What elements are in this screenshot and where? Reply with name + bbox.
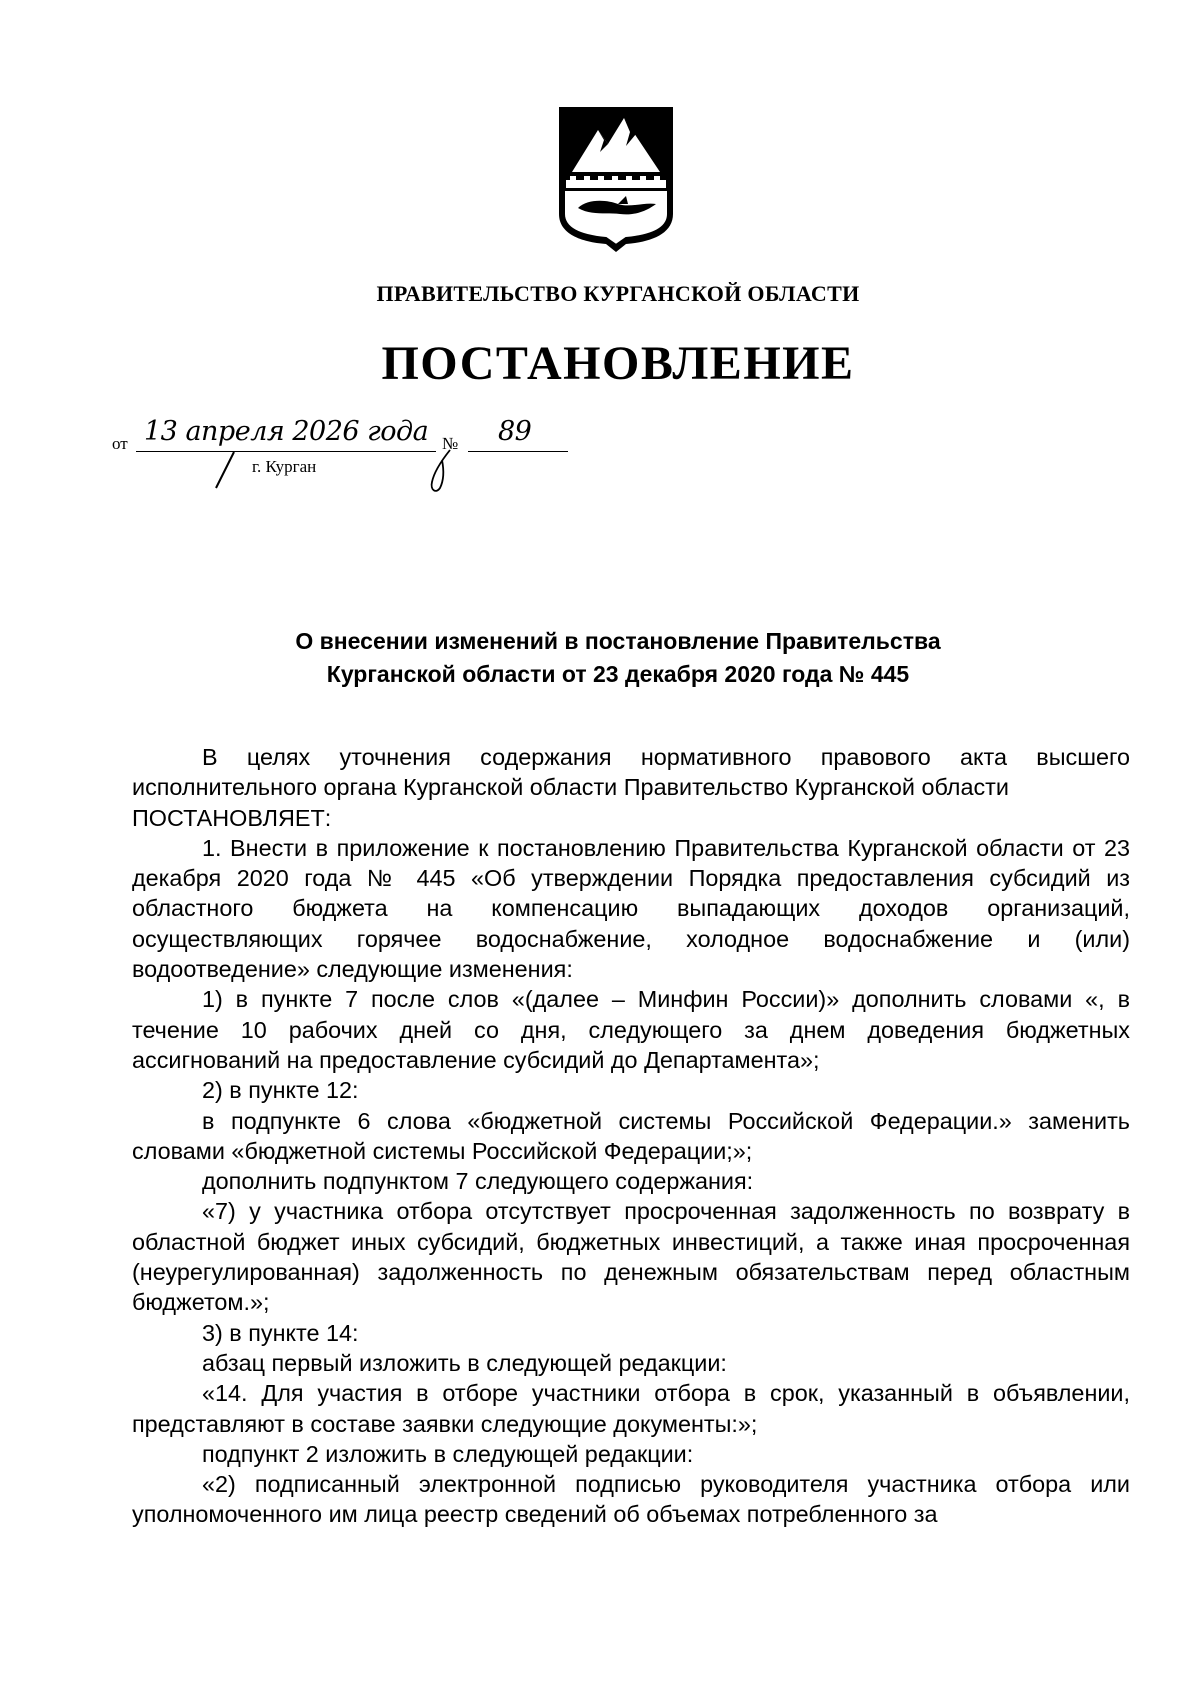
pen-stroke-mark bbox=[212, 450, 242, 490]
coat-of-arms-icon bbox=[556, 104, 676, 254]
body-paragraph: В целях уточнения содержания нормативного правового акта высшего исполнительного органа Курганской области Правительство Курганской области bbox=[132, 744, 1130, 801]
body-paragraph: дополнить подпунктом 7 следующего содержания: bbox=[202, 1168, 754, 1195]
government-title: ПРАВИТЕЛЬСТВО КУРГАНСКОЙ ОБЛАСТИ bbox=[376, 281, 860, 306]
registration-line bbox=[112, 416, 632, 460]
body-paragraph: ПОСТАНОВЛЯЕТ: bbox=[132, 804, 332, 831]
body-paragraph: 1. Внести в приложение к постановлению Правительства Курганской области от 23 декабря 2020 года № 445 «Об утверждении Порядка предоставления субсидий из областного бюджета на компенсацию выпадающих доходов организаций, осуществляющих горячее водоснабжение, холодное водоснабжение и (или) водоотведение» следующие изменения: bbox=[132, 834, 1130, 983]
subject-line: О внесении изменений в постановление Правительства bbox=[295, 628, 941, 654]
body-paragraph: «14. Для участия в отборе участники отбора в срок, указанный в объявлении, представляют в составе заявки следующие документы:»; bbox=[132, 1380, 1130, 1437]
body-paragraph: 3) в пункте 14: bbox=[202, 1319, 359, 1346]
from-label: от bbox=[112, 434, 128, 453]
document-body bbox=[132, 742, 1130, 1530]
body-paragraph: «2) подписанный электронной подписью руководителя участника отбора или уполномоченного им лица реестр сведений об объемах потребленного за bbox=[132, 1471, 1130, 1528]
body-paragraph: подпункт 2 изложить в следующей редакции: bbox=[202, 1440, 694, 1467]
body-paragraph: «7) у участника отбора отсутствует просроченная задолженность по возврату в областной бюджет иных субсидий, бюджетных инвестиций, а также иная просроченная (неурегулированная) задолженность по денежным обязательствам перед областным бюджетом.»; bbox=[132, 1198, 1130, 1316]
city-label: г. Курган bbox=[252, 457, 317, 476]
handwritten-number: 89 bbox=[498, 416, 532, 447]
body-paragraph: 1) в пункте 7 после слов «(далее – Минфин России)» дополнить словами «, в течение 10 рабочих дней со дня, следующего за днем доведения бюджетных ассигнований на предоставление субсидий до Департамента»; bbox=[132, 986, 1130, 1073]
pen-stroke-mark bbox=[424, 448, 458, 496]
body-paragraph: в подпункте 6 слова «бюджетной системы Российской Федерации.» заменить словами «бюджетной системы Российской Федерации;»; bbox=[132, 1107, 1130, 1164]
body-paragraph: абзац первый изложить в следующей редакции: bbox=[202, 1349, 727, 1376]
number-label: № bbox=[442, 434, 459, 453]
subject-line: Курганской области от 23 декабря 2020 года № 445 bbox=[326, 661, 910, 687]
number-underline bbox=[468, 451, 568, 452]
handwritten-date: 13 апреля 2026 года bbox=[144, 416, 429, 447]
body-paragraph: 2) в пункте 12: bbox=[202, 1077, 359, 1104]
date-underline bbox=[136, 451, 436, 452]
document-type: ПОСТАНОВЛЕНИЕ bbox=[381, 337, 855, 390]
document-subject bbox=[0, 625, 1200, 691]
